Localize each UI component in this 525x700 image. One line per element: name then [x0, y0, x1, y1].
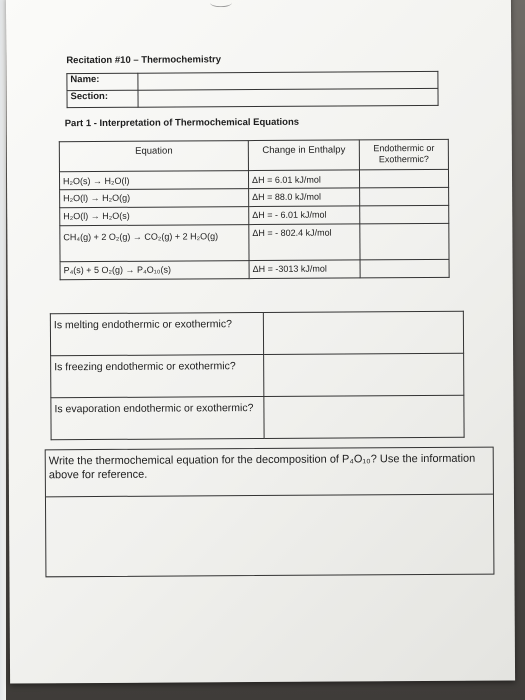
section-field[interactable]: [138, 88, 438, 107]
enthalpy-cell: ΔH = - 802.4 kJ/mol: [249, 224, 360, 261]
final-question-box: [45, 447, 495, 578]
enthalpy-cell: ΔH = -3013 kJ/mol: [249, 260, 360, 279]
enthalpy-cell: ΔH = 6.01 kJ/mol: [248, 170, 359, 189]
header-enthalpy: Change in Enthalpy: [248, 140, 359, 171]
answer-cell[interactable]: [359, 169, 448, 188]
final-answer-area[interactable]: [46, 495, 494, 582]
answer-cell[interactable]: [360, 187, 449, 206]
equation-cell: H₂O(s) → H₂O(l): [59, 171, 248, 190]
name-field[interactable]: [138, 71, 438, 90]
equation-cell: CH₄(g) + 2 O₂(g) → CO₂(g) + 2 H₂O(g): [60, 225, 249, 262]
header-equation: Equation: [59, 141, 248, 172]
name-label: Name:: [67, 73, 138, 90]
equation-cell: H₂O(l) → H₂O(s): [60, 207, 249, 226]
header-endo-exo: Endothermic or Exothermic?: [359, 139, 448, 170]
equation-table: [59, 139, 450, 280]
name-section-table: [66, 71, 438, 108]
page-title: Recitation #10 – Thermochemistry: [66, 54, 222, 67]
equation-cell: P₄(s) + 5 O₂(g) → P₄O₁₀(s): [60, 261, 249, 280]
answer-cell[interactable]: [264, 395, 464, 438]
questions-table: [50, 311, 465, 441]
answer-cell[interactable]: [263, 311, 463, 354]
section-label: Section:: [67, 90, 138, 107]
question-cell: Is evaporation endothermic or exothermic?: [51, 396, 264, 439]
final-prompt: Write the thermochemical equation for the decomposition of P₄O₁₀? Use the information above for reference.: [46, 448, 493, 498]
answer-cell[interactable]: [264, 353, 464, 396]
worksheet-page: [6, 0, 515, 684]
page-edge: [0, 0, 6, 700]
part1-heading: Part 1 - Interpretation of Thermochemical Equations: [64, 116, 300, 130]
answer-cell[interactable]: [360, 223, 449, 260]
enthalpy-cell: ΔH = 88.0 kJ/mol: [249, 188, 360, 207]
answer-cell[interactable]: [360, 205, 449, 224]
answer-cell[interactable]: [360, 259, 449, 278]
enthalpy-cell: ΔH = - 6.01 kJ/mol: [249, 206, 360, 225]
question-cell: Is melting endothermic or exothermic?: [50, 312, 263, 355]
equation-cell: H₂O(l) → H₂O(g): [60, 189, 249, 208]
question-cell: Is freezing endothermic or exothermic?: [51, 354, 264, 397]
pen-mark: [210, 0, 232, 7]
